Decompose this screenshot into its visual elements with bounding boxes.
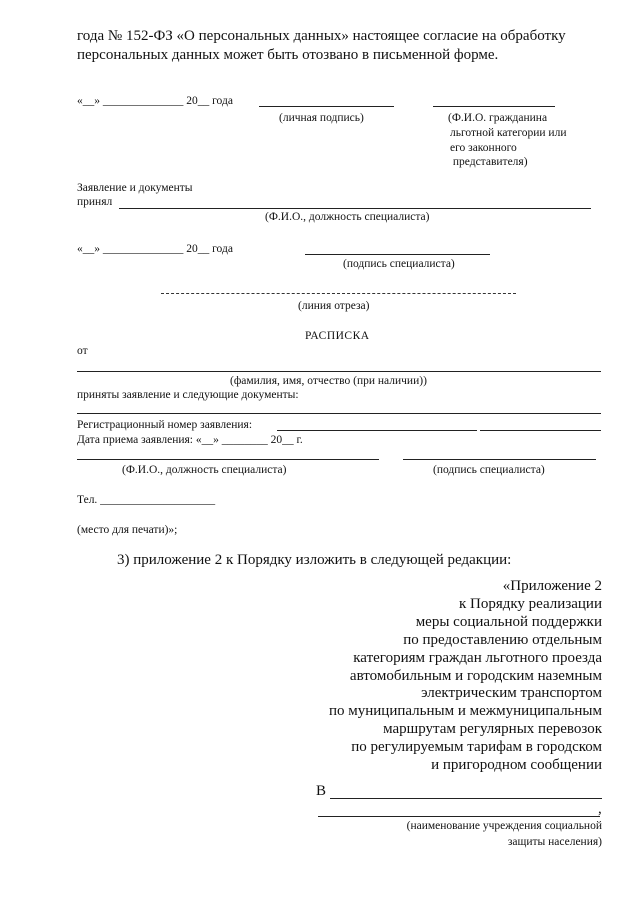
caption-fio-4: представителя) xyxy=(450,156,528,168)
accepted-line-2: принял xyxy=(77,196,113,208)
caption-addressee-1: (наименование учреждения социальной xyxy=(406,820,602,832)
receipt-title: РАСПИСКА xyxy=(305,330,370,342)
receipt-docs-text: приняты заявление и следующие документы: xyxy=(77,389,299,401)
receipt-signature-line xyxy=(403,459,596,460)
addressee-line-1 xyxy=(330,798,602,799)
fio-line xyxy=(433,106,555,107)
receipt-date-received: Дата приема заявления: «__» ________ 20__ г. xyxy=(77,434,303,446)
caption-fio-1: (Ф.И.О. гражданина xyxy=(448,112,548,124)
intro-line-1: года № 152-ФЗ «О персональных данных» настоящее согласие на обработку xyxy=(77,28,566,44)
caption-receipt-name: (фамилия, имя, отчество (при наличии)) xyxy=(230,375,427,387)
accepted-date: «__» ______________ 20__ года xyxy=(77,243,233,255)
appendix-line: по предоставлению отдельным xyxy=(403,631,602,648)
specialist-signature-line xyxy=(305,254,490,255)
addressee-prefix: В xyxy=(316,783,327,799)
receipt-reg-number: Регистрационный номер заявления: xyxy=(77,419,253,431)
caption-fio-2: льготной категории или xyxy=(450,127,567,139)
reg-number-line xyxy=(277,430,477,431)
intro-line-2: персональных данных может быть отозвано в письменной форме. xyxy=(77,47,499,63)
caption-specialist-signature: (подпись специалиста) xyxy=(343,258,455,270)
appendix-line: маршрутам регулярных перевозок xyxy=(383,721,602,738)
appendix-line: по регулируемым тарифам в городском xyxy=(351,739,602,756)
caption-receipt-signature: (подпись специалиста) xyxy=(433,464,545,476)
receipt-phone: Тел. ____________________ xyxy=(77,494,216,506)
appendix-line: автомобильным и городским наземным xyxy=(349,667,602,684)
caption-fio-3: его законного xyxy=(450,142,517,154)
accepted-line-1: Заявление и документы xyxy=(77,182,193,194)
addressee-line-2 xyxy=(318,816,600,817)
caption-addressee-2: защиты населения) xyxy=(507,836,602,848)
appendix-line: категориям граждан льготного проезда xyxy=(353,649,602,666)
caption-cut-line: (линия отреза) xyxy=(298,300,370,312)
appendix-line: по муниципальным и межмуниципальным xyxy=(328,703,602,720)
signature-line xyxy=(259,106,394,107)
reg-number-line-2 xyxy=(480,430,601,431)
appendix-line: меры социальной поддержки xyxy=(415,613,602,630)
receipt-name-line xyxy=(77,371,601,372)
addressee-comma: , xyxy=(598,801,602,817)
caption-accepted-fio: (Ф.И.О., должность специалиста) xyxy=(265,211,430,223)
appendix-header xyxy=(329,578,602,775)
item-3-text: 3) приложение 2 к Порядку изложить в следующей редакции: xyxy=(117,552,512,568)
consent-date: «__» ______________ 20__ года xyxy=(77,95,233,107)
receipt-stamp: (место для печати)»; xyxy=(77,524,178,536)
receipt-fio-line xyxy=(77,459,379,460)
receipt-docs-line xyxy=(77,413,601,414)
appendix-line: к Порядку реализации xyxy=(458,595,602,612)
caption-receipt-fio: (Ф.И.О., должность специалиста) xyxy=(122,464,287,476)
caption-personal-signature: (личная подпись) xyxy=(279,112,364,124)
appendix-line: электрическим транспортом xyxy=(421,685,602,702)
appendix-line: «Приложение 2 xyxy=(502,578,602,594)
appendix-line: и пригородном сообщении xyxy=(431,757,602,774)
receipt-from: от xyxy=(77,345,88,357)
cut-line xyxy=(161,293,516,294)
accepted-fio-line xyxy=(119,208,591,209)
